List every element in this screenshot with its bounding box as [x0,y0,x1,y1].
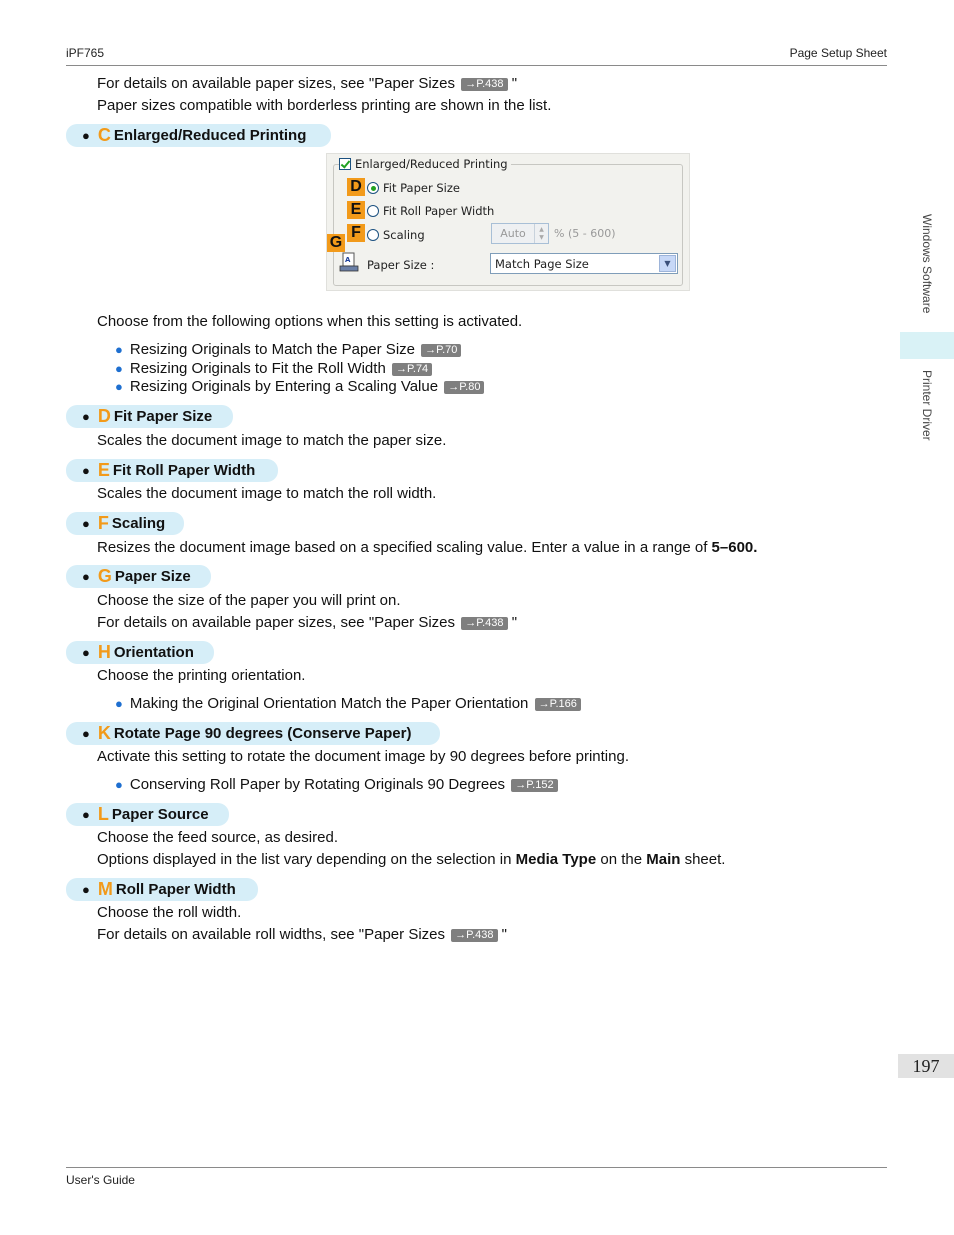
list-item: ● Conserving Roll Paper by Rotating Originals 90 Degrees →P.152 [115,776,558,793]
section-heading-m: ● M Roll Paper Width [66,878,258,901]
section-heading-d: ● D Fit Paper Size [66,405,233,428]
page-ref-link[interactable]: →P.70 [421,344,461,357]
radio-fit-paper-size[interactable]: Fit Paper Size [367,181,460,195]
scaling-range: % (5 - 600) [554,227,616,240]
checkbox-checked-icon [339,158,351,170]
section-f-text: Resizes the document image based on a specified scaling value. Enter a value in a range of 5–600. [97,539,758,556]
radio-unselected-icon [367,229,379,241]
paper-size-label: Paper Size : [367,258,435,272]
side-tab-printer-driver[interactable]: Printer Driver [920,370,934,441]
section-heading-e: ● E Fit Roll Paper Width [66,459,278,482]
header-section: Page Setup Sheet [789,46,887,60]
enlarged-reduced-dialog [326,153,690,291]
section-m-text-1: Choose the roll width. [97,904,242,921]
footer-rule [66,1167,887,1168]
radio-selected-icon [367,182,379,194]
page-ref-link[interactable]: →P.80 [444,381,484,394]
section-l-text-2: Options displayed in the list vary depending on the selection in Media Type on the Main sheet. [97,851,726,868]
list-item: ● Making the Original Orientation Match the Paper Orientation →P.166 [115,695,581,712]
section-heading-g: ● G Paper Size [66,565,211,588]
header-rule [66,65,887,66]
section-e-text: Scales the document image to match the roll width. [97,485,437,502]
spin-arrows-icon[interactable]: ▲ ▼ [534,224,548,243]
section-d-text: Scales the document image to match the paper size. [97,432,447,449]
list-item: ● Resizing Originals to Match the Paper Size →P.70 [115,341,461,358]
callout-tag-f: F [347,224,365,242]
callout-tag-e: E [347,201,365,219]
chevron-down-icon[interactable]: ▼ [659,255,676,272]
list-item: ● Resizing Originals by Entering a Scaling Value →P.80 [115,378,484,395]
section-g-text-1: Choose the size of the paper you will print on. [97,592,401,609]
section-k-text: Activate this setting to rotate the document image by 90 degrees before printing. [97,748,629,765]
section-g-text-2: For details on available paper sizes, see "Paper Sizes →P.438 " [97,614,518,631]
radio-scaling[interactable]: Scaling [367,228,425,242]
scaling-spinbox[interactable]: Auto ▲ ▼ [491,223,549,244]
section-m-text-2: For details on available roll widths, see "Paper Sizes →P.438 " [97,926,507,943]
paper-size-icon [339,252,359,272]
intro-line-1: For details on available paper sizes, see "Paper Sizes →P.438 " [97,75,518,92]
section-h-text: Choose the printing orientation. [97,667,306,684]
header-product: iPF765 [66,46,105,60]
radio-unselected-icon [367,205,379,217]
svg-text:A: A [345,256,351,264]
page-ref-link[interactable]: →P.438 [461,617,507,630]
section-heading-f: ● F Scaling [66,512,184,535]
section-c-text: Choose from the following options when this setting is activated. [97,313,523,330]
intro-line-2: Paper sizes compatible with borderless printing are shown in the list. [97,97,552,114]
enlarged-reduced-checkbox[interactable]: Enlarged/Reduced Printing [339,157,511,171]
side-tab-highlight [900,332,954,359]
footer-guide: User's Guide [66,1173,135,1187]
paper-size-select[interactable]: Match Page Size ▼ [490,253,678,274]
page-ref-link[interactable]: →P.74 [392,363,432,376]
list-item: ● Resizing Originals to Fit the Roll Width →P.74 [115,360,432,377]
side-tab-windows-software[interactable]: Windows Software [920,214,934,314]
section-heading-l: ● L Paper Source [66,803,229,826]
page-ref-link[interactable]: →P.438 [451,929,497,942]
radio-fit-roll-width[interactable]: Fit Roll Paper Width [367,204,494,218]
callout-tag-d: D [347,178,365,196]
page-ref-link[interactable]: →P.166 [535,698,581,711]
page-number: 197 [898,1054,954,1078]
section-l-text-1: Choose the feed source, as desired. [97,829,338,846]
section-heading-c: ● C Enlarged/Reduced Printing [66,124,331,147]
section-heading-h: ● H Orientation [66,641,214,664]
page-ref-link[interactable]: →P.438 [461,78,507,91]
section-heading-k: ● K Rotate Page 90 degrees (Conserve Paper) [66,722,440,745]
callout-tag-g: G [327,234,345,252]
page-ref-link[interactable]: →P.152 [511,779,557,792]
